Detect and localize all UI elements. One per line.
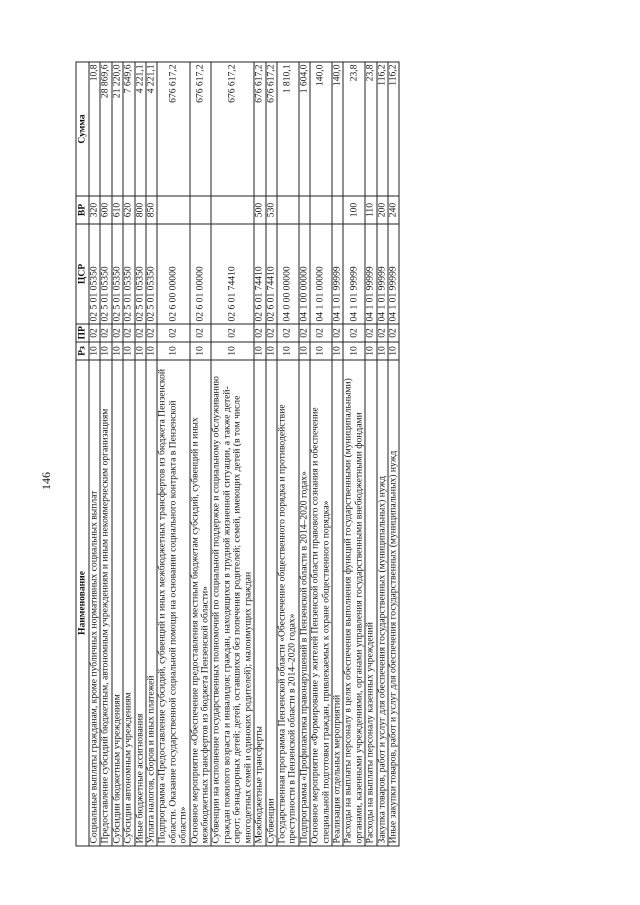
cell-rz: 10 <box>377 342 388 360</box>
budget-table-frame <box>76 63 577 847</box>
cell-pr: 02 <box>365 324 376 342</box>
header-name: Наименование <box>76 360 89 846</box>
cell-rz: 10 <box>254 342 265 360</box>
header-csr: ЦСР <box>76 224 89 324</box>
cell-rz: 10 <box>157 342 189 360</box>
cell-pr: 02 <box>89 324 100 342</box>
cell-rz: 10 <box>100 342 111 360</box>
cell-name: Закупка товаров, работ и услуг для обеспечения государственных (муниципальных) нужд <box>377 360 388 846</box>
cell-sum: 1 810,1 <box>277 62 299 196</box>
table-row <box>254 62 265 846</box>
cell-rz: 10 <box>266 342 277 360</box>
table-row <box>266 62 277 846</box>
cell-sum: 21 220,0 <box>112 62 123 196</box>
cell-sum: 1 604,0 <box>299 62 310 196</box>
header-vr: ВР <box>76 196 89 224</box>
cell-name: Реализация отдельных мероприятий <box>332 360 343 846</box>
cell-sum: 140,0 <box>310 62 332 196</box>
cell-rz: 10 <box>343 342 365 360</box>
cell-vr: 530 <box>266 196 277 224</box>
cell-name: Подпрограмма «Профилактика правонарушений в Пензенской области в 2014–2020 годах» <box>299 360 310 846</box>
cell-sum: 28 869,6 <box>100 62 111 196</box>
table-row <box>377 62 388 846</box>
cell-sum: 23,8 <box>343 62 365 196</box>
cell-vr: 240 <box>388 196 399 224</box>
cell-csr: 02 5 01 05350 <box>146 224 157 324</box>
table-row <box>277 62 299 846</box>
header-sum: Сумма <box>76 62 89 196</box>
cell-sum: 116,2 <box>388 62 399 196</box>
cell-sum: 676 617,2 <box>190 62 212 196</box>
cell-vr: 110 <box>365 196 376 224</box>
cell-name: Уплата налогов, сборов и иных платежей <box>146 360 157 846</box>
cell-vr: 800 <box>135 196 146 224</box>
page-number: 146 <box>39 472 53 490</box>
table-row <box>157 62 189 846</box>
table-row <box>365 62 376 846</box>
cell-name: Субвенции <box>266 360 277 846</box>
cell-pr: 02 <box>157 324 189 342</box>
cell-pr: 02 <box>299 324 310 342</box>
cell-csr: 02 6 01 74410 <box>266 224 277 324</box>
cell-sum: 7 649,6 <box>123 62 134 196</box>
table-row <box>100 62 111 846</box>
cell-pr: 02 <box>332 324 343 342</box>
cell-rz: 10 <box>365 342 376 360</box>
cell-sum: 10,8 <box>89 62 100 196</box>
cell-sum: 140,0 <box>332 62 343 196</box>
cell-name: Основное мероприятие «Обеспечение предоставления местным бюджетам субсидий, субвенций и иных межбюджетных трансфертов из бюджета Пензенской области» <box>190 360 212 846</box>
table-row <box>190 62 212 846</box>
cell-csr: 04 1 01 99999 <box>343 224 365 324</box>
table-row <box>89 62 100 846</box>
table-header-row <box>76 62 89 846</box>
cell-rz: 10 <box>123 342 134 360</box>
table-row <box>211 62 254 846</box>
cell-vr: 100 <box>343 196 365 224</box>
cell-name: Иные бюджетные ассигнования <box>135 360 146 846</box>
cell-sum: 116,2 <box>377 62 388 196</box>
cell-vr: 600 <box>100 196 111 224</box>
cell-name: Расходы на выплаты персоналу казенных учреждений <box>365 360 376 846</box>
cell-csr: 04 1 01 99999 <box>377 224 388 324</box>
cell-pr: 02 <box>100 324 111 342</box>
table-row <box>310 62 332 846</box>
cell-rz: 10 <box>388 342 399 360</box>
table-row <box>123 62 134 846</box>
cell-vr <box>310 196 332 224</box>
cell-sum: 676 617,2 <box>254 62 265 196</box>
cell-vr <box>299 196 310 224</box>
cell-pr: 02 <box>190 324 212 342</box>
cell-rz: 10 <box>332 342 343 360</box>
cell-pr: 02 <box>123 324 134 342</box>
header-rz: Рз <box>76 342 89 360</box>
cell-name: Государственная программа Пензенской области «Обеспечение общественного порядка и противодействие преступности в Пензенской области в 2014–2020 годах» <box>277 360 299 846</box>
cell-csr: 02 5 01 05350 <box>135 224 146 324</box>
table-row <box>332 62 343 846</box>
cell-name: Иные закупки товаров, работ и услуг для обеспечения государственных (муниципальных) нужд <box>388 360 399 846</box>
cell-csr: 04 0 00 00000 <box>277 224 299 324</box>
cell-rz: 10 <box>310 342 332 360</box>
cell-rz: 10 <box>89 342 100 360</box>
cell-name: Субсидии бюджетным учреждениям <box>112 360 123 846</box>
cell-csr: 02 5 01 05350 <box>112 224 123 324</box>
cell-pr: 02 <box>146 324 157 342</box>
cell-pr: 02 <box>310 324 332 342</box>
cell-csr: 02 6 01 00000 <box>190 224 212 324</box>
cell-csr: 04 1 01 00000 <box>310 224 332 324</box>
cell-csr: 02 6 01 74410 <box>211 224 254 324</box>
table-row <box>146 62 157 846</box>
cell-name: Предоставление субсидий бюджетным, автономным учреждениям и иным некоммерческим организациям <box>100 360 111 846</box>
cell-rz: 10 <box>211 342 254 360</box>
cell-vr <box>211 196 254 224</box>
cell-rz: 10 <box>190 342 212 360</box>
cell-pr: 02 <box>377 324 388 342</box>
cell-name: Подпрограмма «Предоставление субсидий, субвенций и иных межбюджетных трансфертов из бюджета Пензенской области. Оказание государственной социальной помощи на основании социального контракта в Пензенской области» <box>157 360 189 846</box>
cell-rz: 10 <box>299 342 310 360</box>
budget-table <box>76 62 400 847</box>
cell-name: Основное мероприятие «Формирование у жителей Пензенской области правового сознания и обеспечение специальной подготовки граждан, привлекаемых к охране общественного порядка» <box>310 360 332 846</box>
cell-vr: 620 <box>123 196 134 224</box>
table-row <box>135 62 146 846</box>
cell-rz: 10 <box>135 342 146 360</box>
table-row <box>112 62 123 846</box>
cell-name: Расходы на выплаты персоналу в целях обеспечения выполнения функций государственными (муниципальными) органами, казенными учреждениями, органами управления государственными внебюджетными фондами <box>343 360 365 846</box>
cell-csr: 04 1 01 99999 <box>332 224 343 324</box>
cell-vr: 850 <box>146 196 157 224</box>
cell-csr: 02 5 01 05350 <box>100 224 111 324</box>
cell-name: Субвенции на исполнение государственных полномочий по социальной поддержке и социальному обслуживанию граждан пожилого возраста и инвалидов; граждан, находящихся в трудной жизненной ситуации, а также детей-сирот; безнадзорных детей; детей, оставшихся без попечения родителей; семей, имеющих детей (в том числе многодетных семей и одиноких родителей); малоимущих граждан <box>211 360 254 846</box>
cell-csr: 04 1 01 99999 <box>365 224 376 324</box>
cell-sum: 676 617,2 <box>157 62 189 196</box>
cell-vr <box>277 196 299 224</box>
cell-vr: 500 <box>254 196 265 224</box>
cell-vr <box>332 196 343 224</box>
cell-pr: 02 <box>211 324 254 342</box>
table-body <box>89 62 399 846</box>
cell-csr: 02 5 01 05350 <box>89 224 100 324</box>
cell-sum: 4 221,1 <box>146 62 157 196</box>
cell-name: Межбюджетные трансферты <box>254 360 265 846</box>
cell-pr: 02 <box>135 324 146 342</box>
cell-csr: 04 1 00 00000 <box>299 224 310 324</box>
cell-pr: 02 <box>277 324 299 342</box>
cell-name: Субсидии автономным учреждениям <box>123 360 134 846</box>
cell-csr: 04 1 01 99999 <box>388 224 399 324</box>
cell-pr: 02 <box>343 324 365 342</box>
cell-pr: 02 <box>388 324 399 342</box>
header-pr: ПР <box>76 324 89 342</box>
cell-sum: 23,8 <box>365 62 376 196</box>
table-row <box>343 62 365 846</box>
cell-sum: 4 221,1 <box>135 62 146 196</box>
cell-csr: 02 6 00 00000 <box>157 224 189 324</box>
cell-sum: 676 617,2 <box>266 62 277 196</box>
cell-sum: 676 617,2 <box>211 62 254 196</box>
cell-name: Социальные выплаты гражданам, кроме публичных нормативных социальных выплат <box>89 360 100 846</box>
cell-pr: 02 <box>266 324 277 342</box>
cell-csr: 02 6 01 74410 <box>254 224 265 324</box>
cell-vr: 320 <box>89 196 100 224</box>
cell-rz: 10 <box>146 342 157 360</box>
cell-vr <box>157 196 189 224</box>
cell-vr <box>190 196 212 224</box>
cell-vr: 610 <box>112 196 123 224</box>
cell-pr: 02 <box>254 324 265 342</box>
table-row <box>299 62 310 846</box>
cell-csr: 02 5 01 05350 <box>123 224 134 324</box>
cell-pr: 02 <box>112 324 123 342</box>
cell-rz: 10 <box>277 342 299 360</box>
cell-rz: 10 <box>112 342 123 360</box>
cell-vr: 200 <box>377 196 388 224</box>
table-row <box>388 62 399 846</box>
